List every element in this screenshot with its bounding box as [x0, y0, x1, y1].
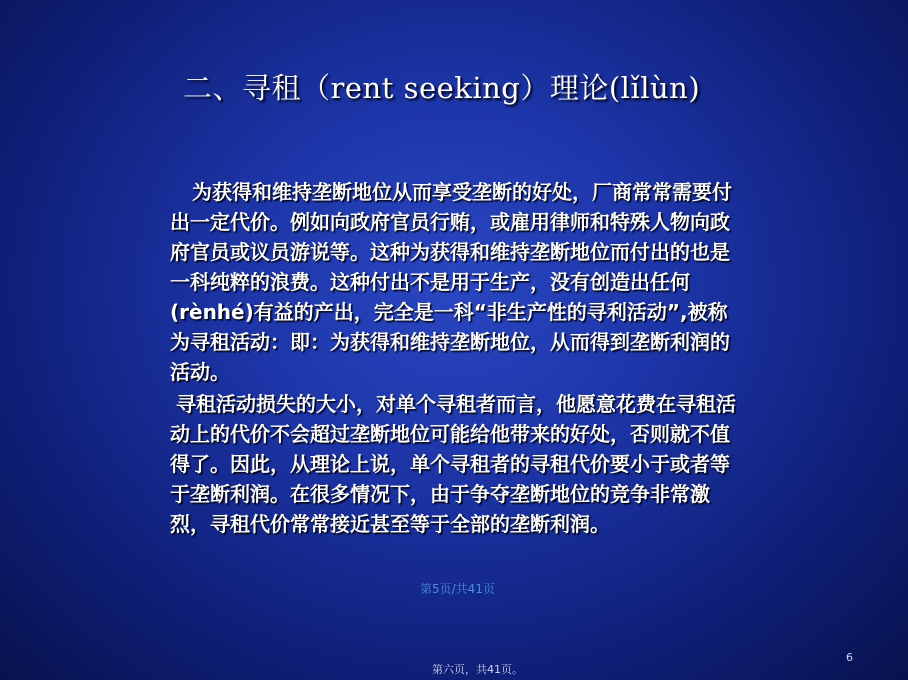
slide-counter: 第5页/共41页 [420, 582, 495, 596]
slide-body [170, 177, 742, 539]
body-paragraph-2: 寻租活动损失的大小，对单个寻租者而言，他愿意花费在寻租活动上的代价不会超过垄断地位可能给他带来的好处，否则就不值得了。因此，从理论上说，单个寻租者的寻租代价要小于或者等于垄断利润。在很多情况下，由于争夺垄断地位的竞争非常激烈，寻租代价常常接近甚至等于全部的垄断利润。 [170, 392, 736, 536]
slide-title: 二、寻租（rent seeking）理论(lǐlùn) [183, 71, 701, 105]
footer-page-info: 第六页，共41页。 [432, 663, 523, 676]
page-number: 6 [846, 651, 853, 664]
body-paragraph-1: 为获得和维持垄断地位从而享受垄断的好处，厂商常常需要付出一定代价。例如向政府官员行贿，或雇用律师和特殊人物向政府官员或议员游说等。这种为获得和维持垄断地位而付出的也是一科纯粹的浪费。这种付出不是用于生产，没有创造出任何(rènhé)有益的产出，完全是一科“非生产性的寻利活动”,被称为寻租活动：即：为获得和维持垄断地位，从而得到垄断利润的活动。 [170, 180, 732, 384]
